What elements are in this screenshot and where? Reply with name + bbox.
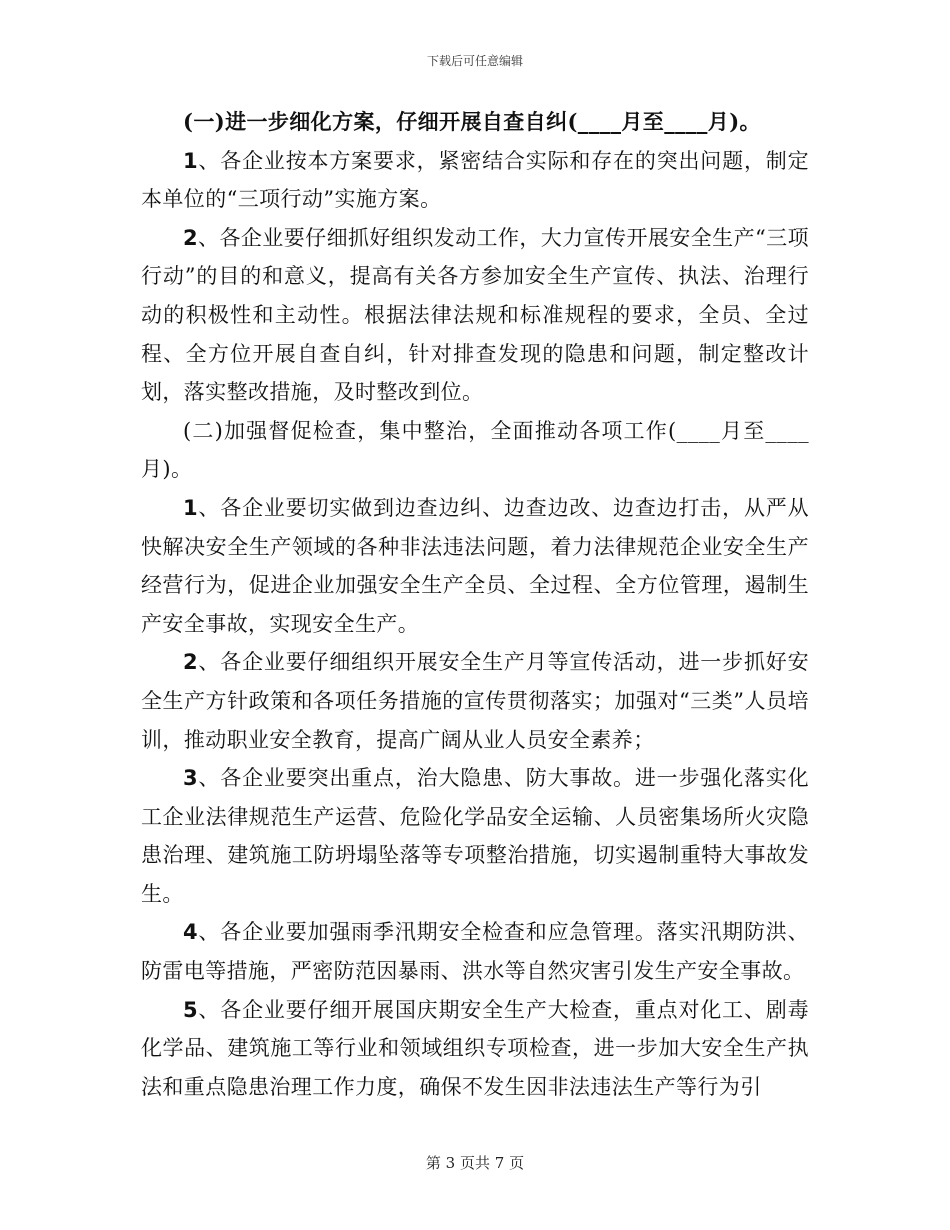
paragraph-text: 、各企业按本方案要求，紧密结合实际和存在的突出问题，制定本单位的“三项行动”实施方案。 bbox=[141, 148, 809, 212]
list-item bbox=[141, 489, 809, 643]
page-header: 下载后可任意编辑 bbox=[426, 54, 523, 68]
list-item bbox=[141, 913, 809, 990]
paragraph-text: 、各企业要仔细开展国庆期安全生产大检查，重点对化工、剧毒化学品、建筑施工等行业和领域组织专项检查，进一步加大安全生产执法和重点隐患治理工作力度，确保不发生因非法违法生产等行为引 bbox=[141, 997, 809, 1099]
item-number: 1 bbox=[183, 148, 199, 173]
list-item bbox=[141, 759, 809, 913]
section-heading-1 bbox=[141, 103, 809, 142]
item-number: 3 bbox=[183, 766, 199, 791]
paragraph-text: 、各企业要仔细抓好组织发动工作，大力宣传开展安全生产“三项行动”的目的和意义，提高有关各方参加安全生产宣传、执法、治理行动的积极性和主动性。根据法律法规和标准规程的要求，全员、全过程、全方位开展自查自纠，针对排查发现的隐患和问题，制定整改计划，落实整改措施，及时整改到位。 bbox=[141, 225, 809, 405]
paragraph-text: (一)进一步细化方案，仔细开展自查自纠(____月至____月)。 bbox=[183, 109, 761, 134]
item-number: 5 bbox=[183, 997, 199, 1022]
list-item bbox=[141, 643, 809, 759]
paragraph-text: 、各企业要仔细组织开展安全生产月等宣传活动，进一步抓好安全生产方针政策和各项任务措施的宣传贯彻落实；加强对“三类”人员培训，推动职业安全教育，提高广阔从业人员安全素养； bbox=[141, 650, 809, 752]
item-number: 2 bbox=[183, 650, 199, 675]
list-item bbox=[141, 219, 809, 412]
section-heading-2 bbox=[141, 412, 809, 489]
item-number: 1 bbox=[183, 495, 199, 520]
paragraph-text: 、各企业要突出重点，治大隐患、防大事故。进一步强化落实化工企业法律规范生产运营、危险化学品安全运输、人员密集场所火灾隐患治理、建筑施工防坍塌坠落等专项整治措施，切实遏制重特大事故发生。 bbox=[141, 766, 809, 906]
page-number: 第 3 页共 7 页 bbox=[425, 1154, 525, 1172]
item-number: 4 bbox=[183, 920, 199, 945]
list-item bbox=[141, 142, 809, 219]
paragraph-text: (二)加强督促检查，集中整治，全面推动各项工作(____月至____月)。 bbox=[141, 418, 809, 482]
list-item bbox=[141, 991, 809, 1107]
paragraph-text: 、各企业要切实做到边查边纠、边查边改、边查边打击，从严从快解决安全生产领域的各种非法违法问题，着力法律规范企业安全生产经营行为，促进企业加强安全生产全员、全过程、全方位管理，遏制生产安全事故，实现安全生产。 bbox=[141, 495, 809, 636]
item-number: 2 bbox=[183, 225, 199, 250]
document-body bbox=[141, 103, 809, 1106]
paragraph-text: 、各企业要加强雨季汛期安全检查和应急管理。落实汛期防洪、防雷电等措施，严密防范因暴雨、洪水等自然灾害引发生产安全事故。 bbox=[141, 920, 809, 984]
